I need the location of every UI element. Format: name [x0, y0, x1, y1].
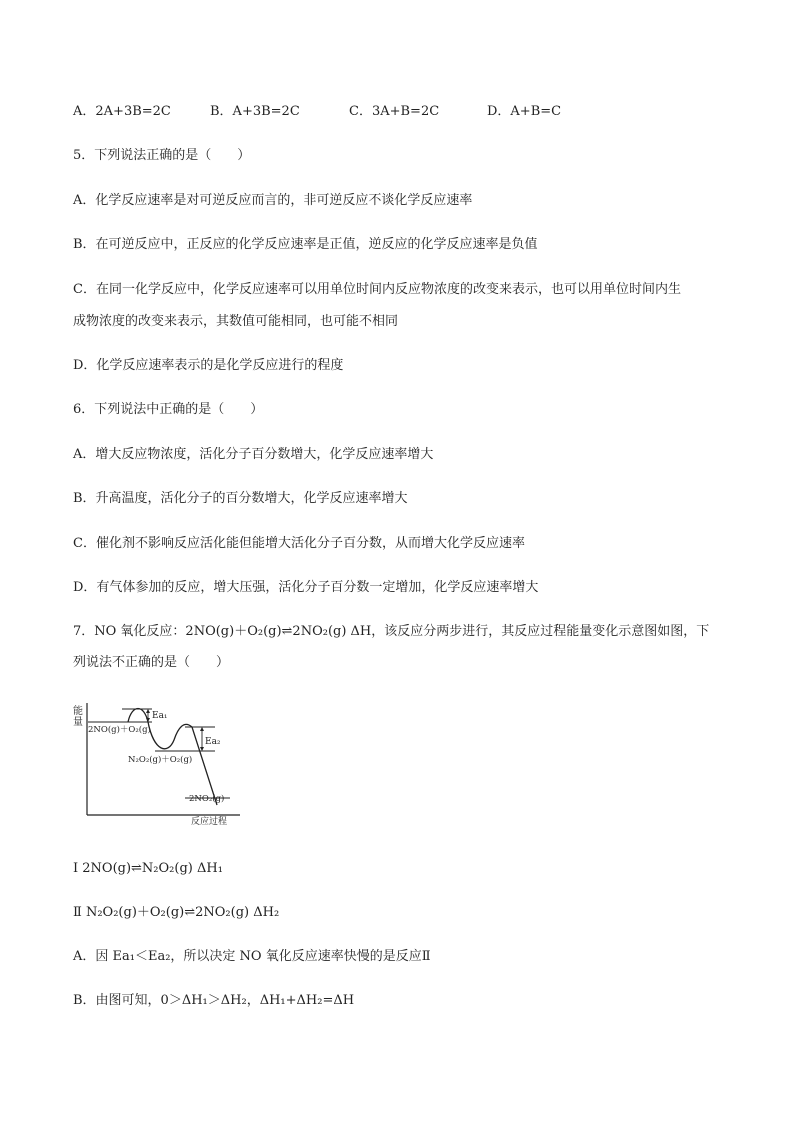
ea2-arrow-head-down — [200, 747, 204, 751]
y-axis-label-1: 能 — [73, 706, 83, 717]
q7-stem-line1: 7．NO 氧化反应：2NO(g)＋O₂(g)⇌2NO₂(g) ΔH，该反应分两步进行，其反应过程能量变化示意图如图，下 — [73, 624, 710, 639]
q6-option-a: A．增大反应物浓度，活化分子百分数增大，化学反应速率增大 — [73, 447, 434, 462]
q5-option-b: B．在可逆反应中，正反应的化学反应速率是正值，逆反应的化学反应速率是负值 — [73, 237, 538, 252]
ea1-arrow-head-up — [146, 709, 150, 713]
q7-option-b: B．由图可知，0＞ΔH₁＞ΔH₂，ΔH₁+ΔH₂=ΔH — [73, 993, 355, 1008]
q6-stem: 6．下列说法中正确的是（ ） — [73, 402, 264, 417]
energy-profile-diagram — [70, 700, 250, 830]
q5-option-d: D．化学反应速率表示的是化学反应进行的程度 — [73, 358, 344, 373]
q6-option-b: B．升高温度，活化分子的百分数增大，化学反应速率增大 — [73, 491, 408, 506]
q7-reaction-1: Ⅰ 2NO(g)⇌N₂O₂(g) ΔH₁ — [73, 861, 223, 876]
q7-stem-line2: 列说法不正确的是（ ） — [73, 655, 230, 670]
ea2-arrow-head-up — [200, 727, 204, 731]
q6-option-d: D．有气体参加的反应，增大压强，活化分子百分数一定增加，化学反应速率增大 — [73, 580, 539, 595]
q5-option-c-line1: C．在同一化学反应中，化学反应速率可以用单位时间内反应物浓度的改变来表示，也可以用单位时间内生 — [73, 282, 681, 297]
y-axis-label-2: 量 — [73, 717, 83, 728]
ea1-arrow-head-down — [146, 718, 150, 722]
q4-option-c: C．3A+B=2C — [349, 104, 440, 119]
level-intermediate-label: N₂O₂(g)＋O₂(g) — [128, 755, 193, 765]
q5-option-c-line2: 成物浓度的改变来表示，其数值可能相同，也可能不相同 — [73, 314, 399, 329]
q4-option-d: D．A+B=C — [487, 104, 562, 119]
level-products-label: 2NO₂(g) — [189, 794, 225, 804]
ea1-label: Ea₁ — [152, 711, 168, 721]
level-reactants-label: 2NO(g)＋O₂(g) — [88, 725, 151, 735]
q4-option-b: B．A+3B=2C — [210, 104, 300, 119]
q7-reaction-2: Ⅱ N₂O₂(g)＋O₂(g)⇌2NO₂(g) ΔH₂ — [73, 905, 280, 920]
q7-option-a: A．因 Ea₁＜Ea₂，所以决定 NO 氧化反应速率快慢的是反应Ⅱ — [73, 949, 431, 964]
ea2-label: Ea₂ — [205, 737, 221, 747]
q5-stem: 5．下列说法正确的是（ ） — [73, 148, 251, 163]
q4-option-a: A．2A+3B=2C — [73, 104, 171, 119]
x-axis-label: 反应过程 — [191, 817, 228, 827]
q6-option-c: C．催化剂不影响反应活化能但能增大活化分子百分数，从而增大化学反应速率 — [73, 536, 525, 551]
q5-option-a: A．化学反应速率是对可逆反应而言的，非可逆反应不谈化学反应速率 — [73, 193, 473, 208]
